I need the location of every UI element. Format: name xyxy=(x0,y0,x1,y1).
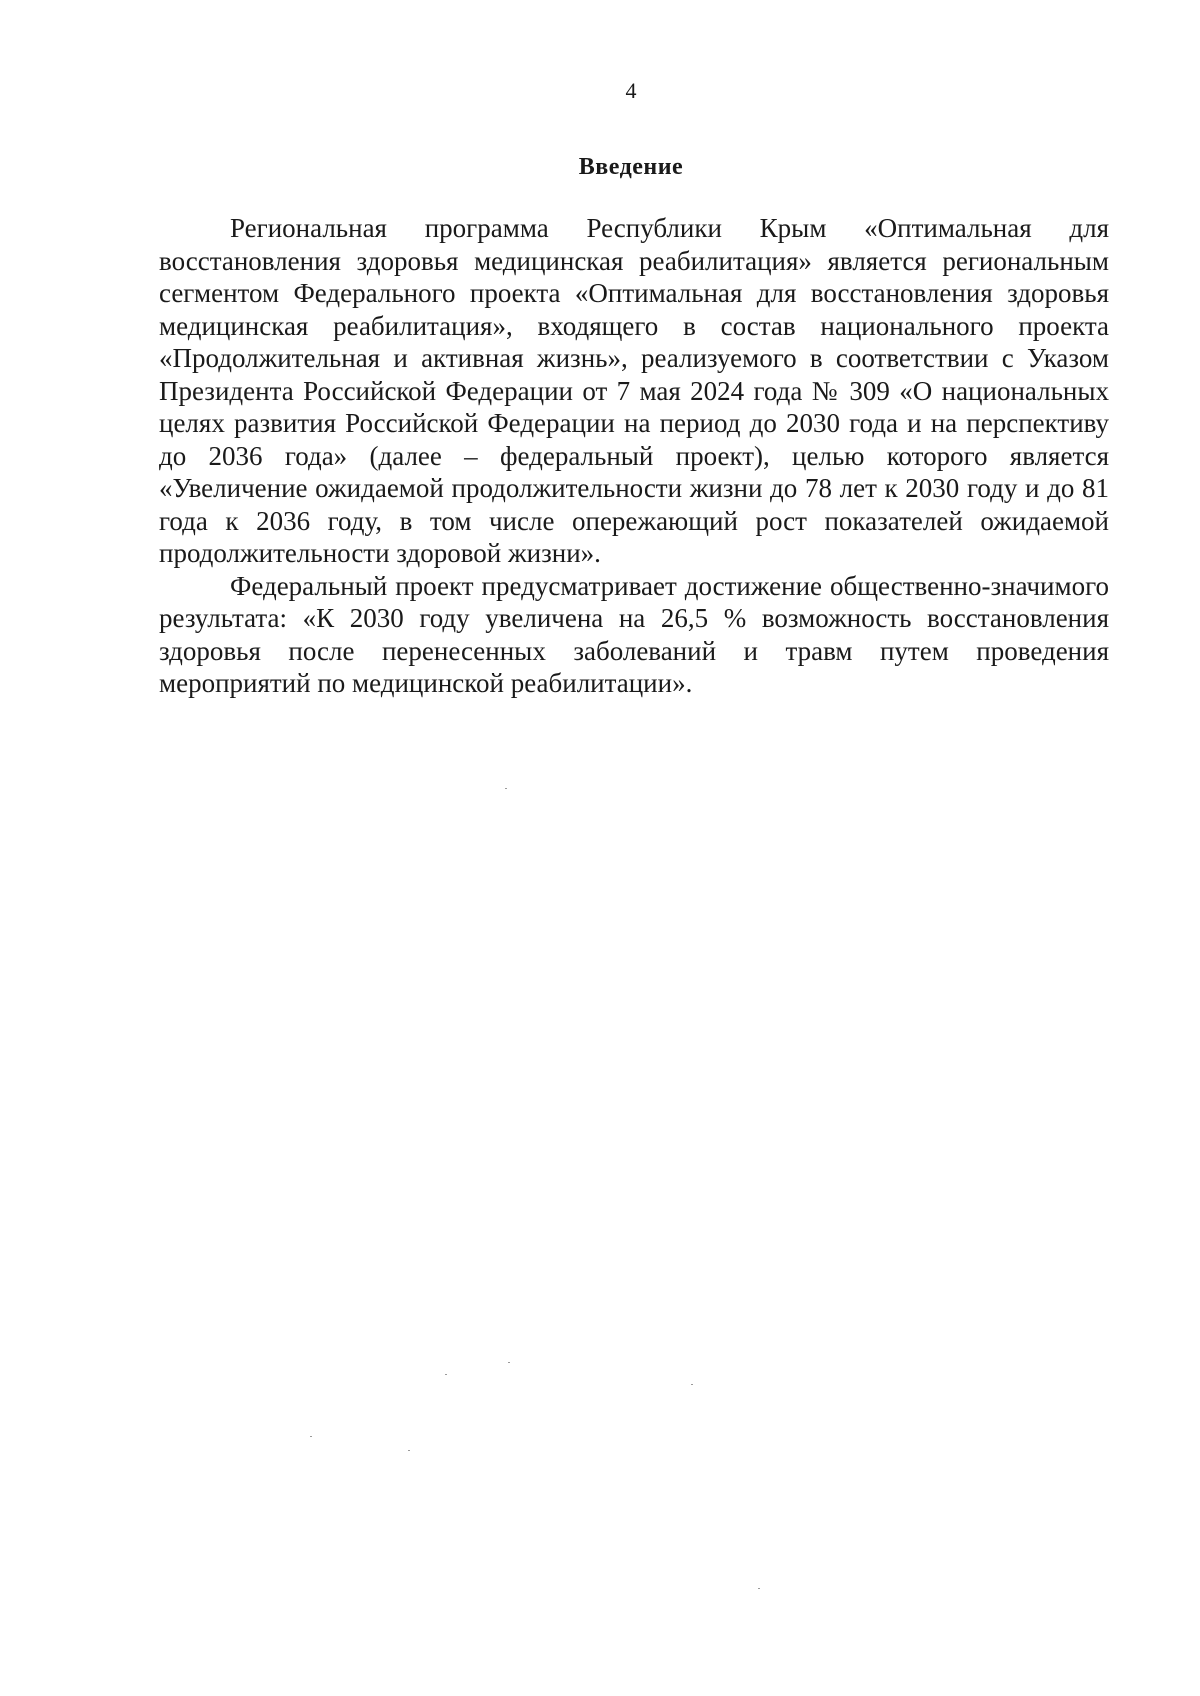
scan-speck xyxy=(408,1450,410,1451)
scan-speck xyxy=(445,1374,447,1375)
scan-speck xyxy=(758,1588,760,1589)
document-body xyxy=(159,212,1109,700)
scan-speck xyxy=(505,788,507,789)
scan-speck xyxy=(508,1362,510,1363)
scan-speck xyxy=(310,1436,312,1437)
section-heading: Введение xyxy=(578,154,684,180)
paragraph-2: Федеральный проект предусматривает достижение общественно-значимого результата: «К 2030 году увеличена на 26,5 % возможность восстановления здоровья после перенесенных заболеваний и травм путем проведения мероприятий по медицинской реабилитации». xyxy=(159,570,1109,698)
scan-speck xyxy=(691,1384,693,1385)
paragraph-1: Региональная программа Республики Крым «Оптимальная для восстановления здоровья медицинская реабилитация» является региональным сегментом Федерального проекта «Оптимальная для восстановления здоровья медицинская реабилитация», входящего в состав национального проекта «Продолжительная и активная жизнь», реализуемого в соответствии с Указом Президента Российской Федерации от 7 мая 2024 года № 309 «О национальных целях развития Российской Федерации на период до 2030 года и на перспективу до 2036 года» (далее – федеральный проект), целью которого является «Увеличение ожидаемой продолжительности жизни до 78 лет к 2030 году и до 81 года к 2036 году, в том числе опережающий рост показателей ожидаемой продолжительности здоровой жизни». xyxy=(159,213,1109,568)
page-number: 4 xyxy=(625,78,637,103)
